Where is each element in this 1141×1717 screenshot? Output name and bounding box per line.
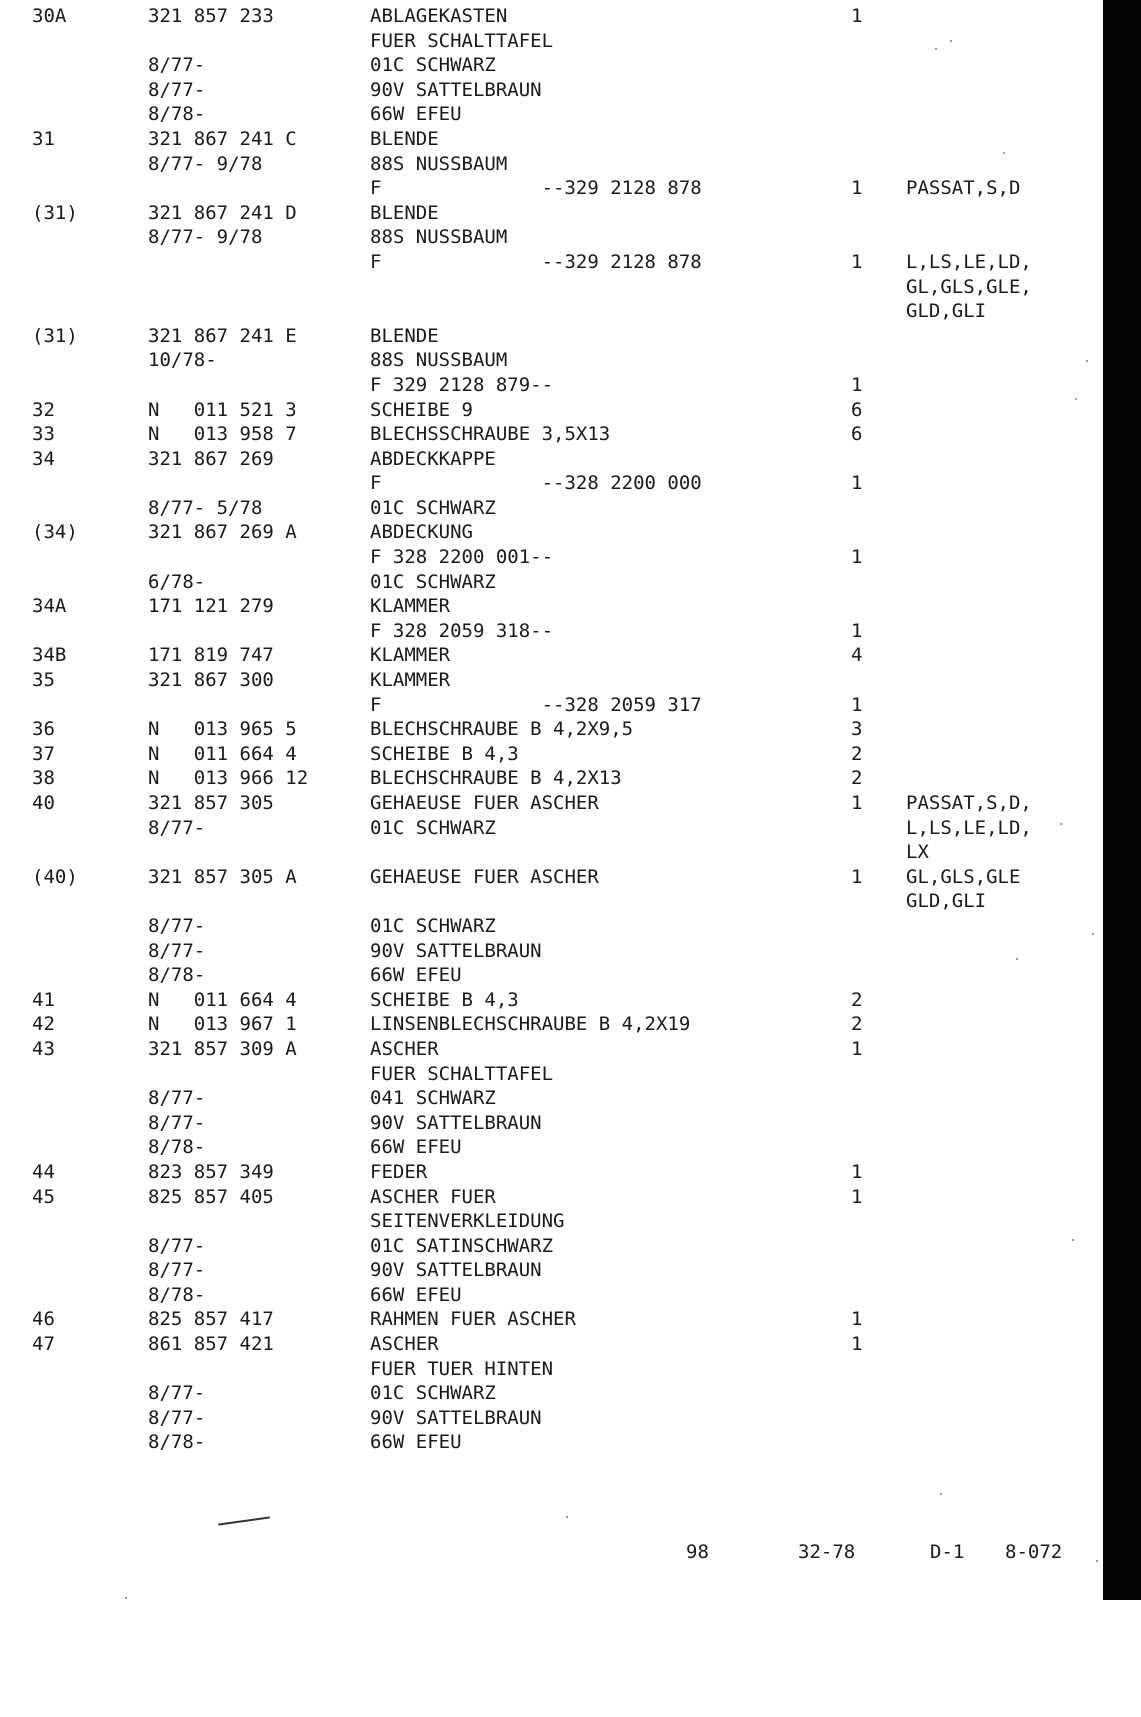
item-number: 32 xyxy=(32,398,55,421)
quantity: 1 xyxy=(851,693,863,716)
quantity: 1 xyxy=(851,865,863,888)
part-number: 8/77- xyxy=(148,816,206,839)
parts-list xyxy=(0,4,1100,1455)
description: 66W EFEU xyxy=(370,1136,462,1159)
table-row xyxy=(0,78,1100,103)
quantity: 1 xyxy=(851,250,863,273)
quantity: 1 xyxy=(851,1160,863,1183)
item-number: 30A xyxy=(32,5,67,27)
part-number: 171 819 747 xyxy=(148,644,274,667)
table-row xyxy=(0,1430,1100,1455)
table-row xyxy=(0,471,1100,496)
model-note: GL,GLS,GLE, xyxy=(906,275,1032,298)
description: 01C SCHWARZ xyxy=(370,914,496,937)
table-row xyxy=(0,127,1100,152)
page-footer xyxy=(0,1537,1100,1567)
part-number: 8/77- xyxy=(148,1234,206,1257)
quantity: 1 xyxy=(851,1185,863,1208)
part-number: 8/78- xyxy=(148,103,206,126)
part-number: 8/77- xyxy=(148,914,206,937)
description: 66W EFEU xyxy=(370,1283,462,1306)
item-number: 41 xyxy=(32,988,55,1011)
item-number: 40 xyxy=(32,792,55,814)
table-row xyxy=(0,201,1100,226)
table-row xyxy=(0,53,1100,78)
part-number: N 013 958 7 xyxy=(148,423,297,446)
table-row xyxy=(0,152,1100,177)
table-row xyxy=(0,225,1100,250)
part-number: N 011 521 3 xyxy=(148,398,297,421)
item-number: (40) xyxy=(32,865,78,888)
scan-speck xyxy=(1086,360,1088,362)
quantity: 1 xyxy=(851,5,863,27)
part-number: 171 121 279 xyxy=(148,595,274,618)
model-note: L,LS,LE,LD, xyxy=(906,816,1032,839)
scan-edge-bar xyxy=(1103,0,1141,1600)
item-number: 45 xyxy=(32,1185,55,1208)
part-number: 321 867 300 xyxy=(148,669,274,692)
description: 01C SCHWARZ xyxy=(370,570,496,593)
quantity: 2 xyxy=(851,742,863,765)
table-row xyxy=(0,496,1100,521)
description: 90V SATTELBRAUN xyxy=(370,1259,542,1282)
table-row xyxy=(0,570,1100,595)
table-row xyxy=(0,914,1100,939)
model-note: PASSAT,S,D xyxy=(906,177,1021,200)
scan-speck xyxy=(1096,1560,1098,1562)
item-number: 44 xyxy=(32,1160,55,1183)
description: FEDER xyxy=(370,1160,428,1183)
table-row xyxy=(0,1357,1100,1382)
table-row xyxy=(0,447,1100,472)
model-note: GLD,GLI xyxy=(906,300,987,323)
table-row xyxy=(0,1160,1100,1185)
part-number: 8/77- xyxy=(148,1087,206,1110)
part-number: 6/78- xyxy=(148,570,206,593)
description: 90V SATTELBRAUN xyxy=(370,1111,542,1134)
part-number: 321 867 241 C xyxy=(148,127,297,150)
item-number: 34B xyxy=(32,644,67,667)
scan-speck xyxy=(935,48,937,50)
table-row xyxy=(0,324,1100,349)
quantity: 1 xyxy=(851,1308,863,1331)
description: ASCHER FUER xyxy=(370,1185,496,1208)
quantity: 1 xyxy=(851,546,863,569)
description: SCHEIBE B 4,3 xyxy=(370,988,519,1011)
scan-speck xyxy=(1016,958,1018,960)
quantity: 2 xyxy=(851,988,863,1011)
description: KLAMMER xyxy=(370,644,451,667)
quantity: 3 xyxy=(851,718,863,741)
description: 90V SATTELBRAUN xyxy=(370,78,542,101)
description: SCHEIBE 9 xyxy=(370,398,473,421)
table-row xyxy=(0,1258,1100,1283)
item-number: 42 xyxy=(32,1013,55,1036)
part-number: 8/77- 9/78 xyxy=(148,152,263,175)
part-number: 8/77- 9/78 xyxy=(148,226,263,249)
description: FUER SCHALTTAFEL xyxy=(370,29,554,52)
description: FUER SCHALTTAFEL xyxy=(370,1062,554,1085)
part-number: 8/77- 5/78 xyxy=(148,496,263,519)
table-row xyxy=(0,1062,1100,1087)
item-number: 34 xyxy=(32,447,55,470)
part-number: 8/77- xyxy=(148,1382,206,1405)
model-note: GLD,GLI xyxy=(906,890,987,913)
quantity: 6 xyxy=(851,423,863,446)
model-note: PASSAT,S,D, xyxy=(906,792,1032,814)
scan-speck xyxy=(1075,398,1077,400)
description: BLENDE xyxy=(370,201,439,224)
description: LINSENBLECHSCHRAUBE B 4,2X19 xyxy=(370,1013,691,1036)
table-row xyxy=(0,176,1100,201)
description: 66W EFEU xyxy=(370,1431,462,1454)
part-number: N 011 664 4 xyxy=(148,988,297,1011)
table-row xyxy=(0,963,1100,988)
pen-stroke-mark xyxy=(218,1516,270,1525)
description: F --328 2200 000 xyxy=(370,472,702,495)
quantity: 1 xyxy=(851,472,863,495)
table-row xyxy=(0,1406,1100,1431)
quantity: 1 xyxy=(851,373,863,396)
table-row xyxy=(0,693,1100,718)
table-row xyxy=(0,299,1100,324)
table-row xyxy=(0,250,1100,275)
description: 041 SCHWARZ xyxy=(370,1087,496,1110)
description: SEITENVERKLEIDUNG xyxy=(370,1210,565,1233)
table-row xyxy=(0,1086,1100,1111)
description: F --329 2128 878 xyxy=(370,177,702,200)
part-number: 321 857 309 A xyxy=(148,1037,297,1060)
item-number: 34A xyxy=(32,595,67,618)
part-number: 8/77- xyxy=(148,78,206,101)
part-number: 10/78- xyxy=(148,349,217,372)
table-row xyxy=(0,865,1100,890)
part-number: 321 857 305 A xyxy=(148,865,297,888)
part-number: 321 867 241 E xyxy=(148,324,297,347)
description: GEHAEUSE FUER ASCHER xyxy=(370,792,599,814)
scan-speck xyxy=(1072,1239,1074,1241)
part-number: 8/78- xyxy=(148,1136,206,1159)
description: 01C SCHWARZ xyxy=(370,816,496,839)
part-number: 8/77- xyxy=(148,1111,206,1134)
table-row xyxy=(0,717,1100,742)
description: GEHAEUSE FUER ASCHER xyxy=(370,865,599,888)
part-number: 321 867 269 A xyxy=(148,521,297,544)
description: F --329 2128 878 xyxy=(370,250,702,273)
description: BLENDE xyxy=(370,324,439,347)
table-row xyxy=(0,4,1100,29)
description: F 328 2200 001-- xyxy=(370,546,554,569)
part-number: 825 857 405 xyxy=(148,1185,274,1208)
table-row xyxy=(0,643,1100,668)
description: SCHEIBE B 4,3 xyxy=(370,742,519,765)
part-number: 823 857 349 xyxy=(148,1160,274,1183)
part-number: 321 857 305 xyxy=(148,792,274,814)
table-row xyxy=(0,840,1100,865)
part-number: 8/77- xyxy=(148,1406,206,1429)
quantity: 1 xyxy=(851,177,863,200)
scan-speck xyxy=(566,1516,568,1518)
item-number: 37 xyxy=(32,742,55,765)
table-row xyxy=(0,520,1100,545)
quantity: 1 xyxy=(851,1333,863,1356)
part-number: 8/78- xyxy=(148,1431,206,1454)
description: 88S NUSSBAUM xyxy=(370,226,508,249)
item-number: 35 xyxy=(32,669,55,692)
item-number: 33 xyxy=(32,423,55,446)
part-number: 861 857 421 xyxy=(148,1333,274,1356)
description: RAHMEN FUER ASCHER xyxy=(370,1308,576,1331)
quantity: 2 xyxy=(851,1013,863,1036)
table-row xyxy=(0,348,1100,373)
description: 66W EFEU xyxy=(370,964,462,987)
description: ASCHER xyxy=(370,1333,439,1356)
description: F 328 2059 318-- xyxy=(370,619,554,642)
table-row xyxy=(0,889,1100,914)
description: 01C SCHWARZ xyxy=(370,54,496,77)
table-row xyxy=(0,1012,1100,1037)
model-note: LX xyxy=(906,841,929,864)
description: 01C SATINSCHWARZ xyxy=(370,1234,554,1257)
description: F --328 2059 317 xyxy=(370,693,702,716)
description: KLAMMER xyxy=(370,669,451,692)
table-row xyxy=(0,619,1100,644)
table-row xyxy=(0,275,1100,300)
table-row xyxy=(0,1111,1100,1136)
description: ABLAGEKASTEN xyxy=(370,5,508,27)
table-row xyxy=(0,1185,1100,1210)
part-number: N 013 966 12 xyxy=(148,767,309,790)
scan-speck xyxy=(940,1493,942,1495)
table-row xyxy=(0,668,1100,693)
table-row xyxy=(0,594,1100,619)
quantity: 4 xyxy=(851,644,863,667)
item-number: (34) xyxy=(32,521,78,544)
part-number: 321 867 241 D xyxy=(148,201,297,224)
description: 01C SCHWARZ xyxy=(370,496,496,519)
item-number: 46 xyxy=(32,1308,55,1331)
table-row xyxy=(0,742,1100,767)
description: 66W EFEU xyxy=(370,103,462,126)
table-row xyxy=(0,1209,1100,1234)
description: BLECHSCHRAUBE B 4,2X13 xyxy=(370,767,622,790)
part-number: 321 857 233 xyxy=(148,5,274,27)
table-row xyxy=(0,1307,1100,1332)
scan-speck xyxy=(125,1597,127,1599)
quantity: 1 xyxy=(851,619,863,642)
description: ABDECKKAPPE xyxy=(370,447,496,470)
item-number: 43 xyxy=(32,1037,55,1060)
table-row xyxy=(0,398,1100,423)
table-row xyxy=(0,1332,1100,1357)
table-row xyxy=(0,1135,1100,1160)
part-number: N 011 664 4 xyxy=(148,742,297,765)
description: 88S NUSSBAUM xyxy=(370,152,508,175)
scan-speck xyxy=(1092,933,1094,935)
table-row xyxy=(0,1283,1100,1308)
part-number: N 013 967 1 xyxy=(148,1013,297,1036)
table-row xyxy=(0,816,1100,841)
item-number: 38 xyxy=(32,767,55,790)
footer-section: D-1 xyxy=(930,1541,965,1563)
table-row xyxy=(0,988,1100,1013)
table-row xyxy=(0,545,1100,570)
scan-speck xyxy=(1003,152,1005,154)
part-number: 321 867 269 xyxy=(148,447,274,470)
table-row xyxy=(0,102,1100,127)
item-number: 31 xyxy=(32,127,55,150)
description: F 329 2128 879-- xyxy=(370,373,554,396)
part-number: 8/77- xyxy=(148,54,206,77)
table-row xyxy=(0,1234,1100,1259)
table-row xyxy=(0,373,1100,398)
part-number: 8/77- xyxy=(148,1259,206,1282)
part-number: 8/78- xyxy=(148,964,206,987)
footer-catalog-code: 32-78 xyxy=(798,1541,856,1563)
part-number: 8/77- xyxy=(148,939,206,962)
quantity: 2 xyxy=(851,767,863,790)
table-row xyxy=(0,791,1100,816)
description: ASCHER xyxy=(370,1037,439,1060)
description: BLECHSSCHRAUBE 3,5X13 xyxy=(370,423,611,446)
table-row xyxy=(0,766,1100,791)
quantity: 1 xyxy=(851,1037,863,1060)
item-number: (31) xyxy=(32,324,78,347)
quantity: 1 xyxy=(851,792,863,814)
quantity: 6 xyxy=(851,398,863,421)
table-row xyxy=(0,939,1100,964)
part-number: 8/78- xyxy=(148,1283,206,1306)
description: 90V SATTELBRAUN xyxy=(370,939,542,962)
description: 90V SATTELBRAUN xyxy=(370,1406,542,1429)
part-number: 825 857 417 xyxy=(148,1308,274,1331)
description: ABDECKUNG xyxy=(370,521,473,544)
table-row xyxy=(0,1381,1100,1406)
item-number: 36 xyxy=(32,718,55,741)
description: FUER TUER HINTEN xyxy=(370,1357,554,1380)
description: BLENDE xyxy=(370,127,439,150)
table-row xyxy=(0,1037,1100,1062)
part-number: N 013 965 5 xyxy=(148,718,297,741)
scan-speck xyxy=(1060,823,1062,825)
description: 88S NUSSBAUM xyxy=(370,349,508,372)
scan-speck xyxy=(950,40,952,42)
description: BLECHSCHRAUBE B 4,2X9,5 xyxy=(370,718,634,741)
footer-reference: 8-072 xyxy=(1005,1541,1063,1563)
description: KLAMMER xyxy=(370,595,451,618)
item-number: (31) xyxy=(32,201,78,224)
description: 01C SCHWARZ xyxy=(370,1382,496,1405)
model-note: L,LS,LE,LD, xyxy=(906,250,1032,273)
model-note: GL,GLS,GLE xyxy=(906,865,1021,888)
table-row xyxy=(0,422,1100,447)
footer-page-number: 98 xyxy=(686,1541,709,1563)
item-number: 47 xyxy=(32,1333,55,1356)
